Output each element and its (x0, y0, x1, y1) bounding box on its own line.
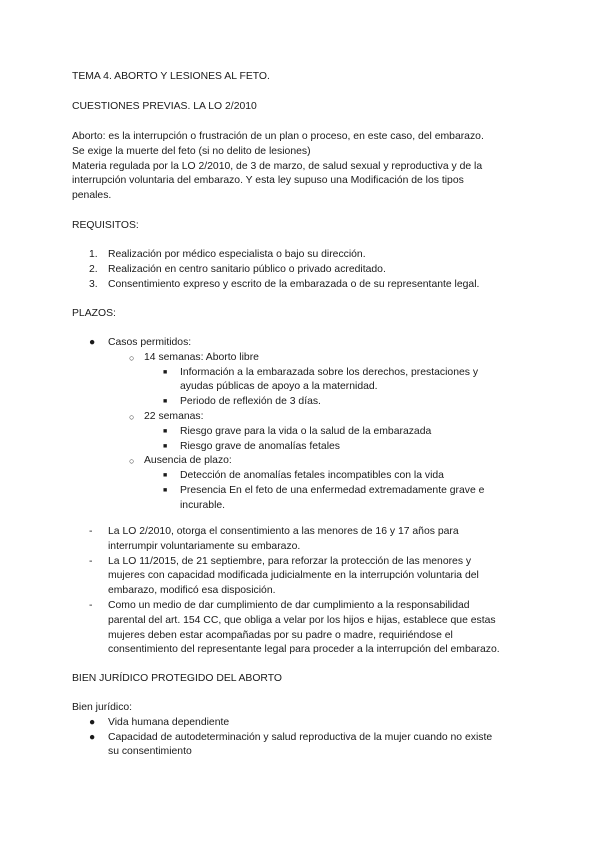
list-item-text: Capacidad de autodeterminación y salud reproductiva de la mujer cuando no existe (108, 731, 493, 743)
bullet-square-icon: ■ (163, 368, 168, 376)
bullet-square-icon: ■ (163, 427, 168, 435)
list-item-text: 22 semanas: (144, 410, 204, 422)
definition-block (72, 130, 540, 204)
list-item-text: consentimiento del representante legal para proceder a la interrupción del embarazo. (108, 644, 500, 656)
list-item (72, 731, 540, 746)
list-item-text: incurable. (180, 499, 226, 511)
list-item (72, 525, 540, 540)
definition-line: Se exige la muerte del feto (si no delito de lesiones) (72, 145, 311, 157)
requisitos-list (72, 248, 540, 292)
bullet-circle-icon: ○ (129, 456, 135, 467)
bullet-dash-icon: - (89, 526, 93, 537)
list-item-text: La LO 11/2015, de 21 septiembre, para reforzar la protección de las menores y (108, 555, 472, 567)
list-item-text: Riesgo grave para la vida o la salud de la embarazada (180, 425, 432, 437)
list-item (72, 716, 540, 731)
list-item-text: Casos permitidos: (108, 337, 192, 348)
list-item-text: ayudas públicas de apoyo a la maternidad. (180, 381, 378, 393)
list-item-text: interrumpir voluntariamente su embarazo. (108, 540, 301, 552)
definition-line: Aborto: es la interrupción o frustración de un plan o proceso, en este caso, del embarazo. (72, 131, 484, 142)
list-item-text: Información a la embarazada sobre los derechos, prestaciones y (180, 366, 479, 378)
list-number: 1. (89, 249, 98, 260)
list-item (72, 263, 540, 278)
list-item (72, 351, 540, 366)
list-item-text: Ausencia de plazo: (144, 455, 232, 467)
list-number: 3. (89, 278, 98, 290)
list-item-text: su consentimiento (108, 746, 192, 758)
bullet-square-icon: ■ (163, 486, 168, 494)
section-heading-plazos: PLAZOS: (72, 308, 116, 319)
list-item-text: embarazo, modificó esa disposición. (108, 585, 276, 597)
list-item (72, 454, 540, 469)
list-item (72, 599, 540, 614)
list-item-text: mujeres deben estar acompañadas por su padre o madre, requiriéndose el (108, 629, 453, 641)
list-item-text: Presencia En el feto de una enfermedad extremadamente grave e (180, 484, 485, 496)
bien-juridico-list (72, 716, 540, 760)
list-item (72, 555, 540, 570)
list-number: 2. (89, 263, 98, 275)
list-item-continuation (72, 629, 540, 644)
bien-juridico-block (72, 701, 540, 760)
bullet-square-icon: ■ (163, 472, 168, 480)
bullet-square-icon: ■ (163, 442, 168, 450)
bullet-dash-icon: - (89, 555, 93, 567)
list-item (72, 336, 540, 351)
list-item-continuation (72, 380, 540, 395)
list-item-text: mujeres con capacidad modificada judicialmente en la interrupción voluntaria del (108, 570, 479, 582)
bien-juridico-label: Bien jurídico: (72, 702, 133, 713)
list-item (72, 410, 540, 425)
list-item-text: Como un medio de dar cumplimiento de dar cumplimiento a la responsabilidad (108, 599, 470, 611)
list-item-continuation (72, 569, 540, 584)
definition-line: interrupción voluntaria del embarazo. Y esta ley supuso una Modificación de los tipos (72, 175, 464, 187)
bullet-square-icon: ■ (163, 398, 168, 406)
section-heading-requisitos: REQUISITOS: (72, 220, 139, 231)
list-item-text: parental del art. 154 CC, que obliga a velar por los hijos e hijas, establece que estas (108, 614, 496, 626)
list-item (72, 395, 540, 410)
bullet-dash-icon: - (89, 599, 93, 611)
list-item (72, 366, 540, 381)
plazos-list (72, 336, 540, 514)
list-item-continuation (72, 540, 540, 555)
list-item-text: Riesgo grave de anomalías fetales (180, 440, 340, 452)
bullet-circle-icon: ○ (129, 352, 135, 363)
list-item-continuation (72, 614, 540, 629)
bullet-dot-icon: ● (89, 716, 96, 728)
list-item-text: 14 semanas: Aborto libre (144, 351, 259, 363)
list-item-text: La LO 2/2010, otorga el consentimiento a las menores de 16 y 17 años para (108, 526, 459, 537)
list-item-text: Detección de anomalías fetales incompatibles con la vida (180, 470, 444, 482)
document-title: TEMA 4. ABORTO Y LESIONES AL FETO. (72, 71, 270, 82)
list-item-text: Consentimiento expreso y escrito de la embarazada o de su representante legal. (108, 278, 480, 290)
list-item-text: Vida humana dependiente (108, 716, 230, 728)
notes-list (72, 525, 540, 658)
list-item (72, 425, 540, 440)
list-item-continuation (72, 643, 540, 658)
list-item (72, 278, 540, 293)
list-item-text: Periodo de reflexión de 3 días. (180, 396, 321, 408)
list-item (72, 469, 540, 484)
bullet-dot-icon: ● (89, 337, 96, 348)
definition-line: Materia regulada por la LO 2/2010, de 3 de marzo, de salud sexual y reproductiva y de la (72, 160, 483, 172)
list-item-continuation (72, 745, 540, 760)
list-item (72, 248, 540, 263)
section-heading-cuestiones: CUESTIONES PREVIAS. LA LO 2/2010 (72, 101, 257, 112)
list-item-text: Realización por médico especialista o bajo su dirección. (108, 249, 366, 260)
list-item-text: Realización en centro sanitario público o privado acreditado. (108, 263, 386, 275)
list-item-continuation (72, 584, 540, 599)
list-item-continuation (72, 499, 540, 514)
list-item (72, 440, 540, 455)
list-item (72, 484, 540, 499)
bullet-circle-icon: ○ (129, 411, 135, 422)
definition-line: penales. (72, 190, 112, 202)
section-heading-bien-juridico: BIEN JURÍDICO PROTEGIDO DEL ABORTO (72, 673, 282, 684)
bullet-dot-icon: ● (89, 731, 96, 743)
